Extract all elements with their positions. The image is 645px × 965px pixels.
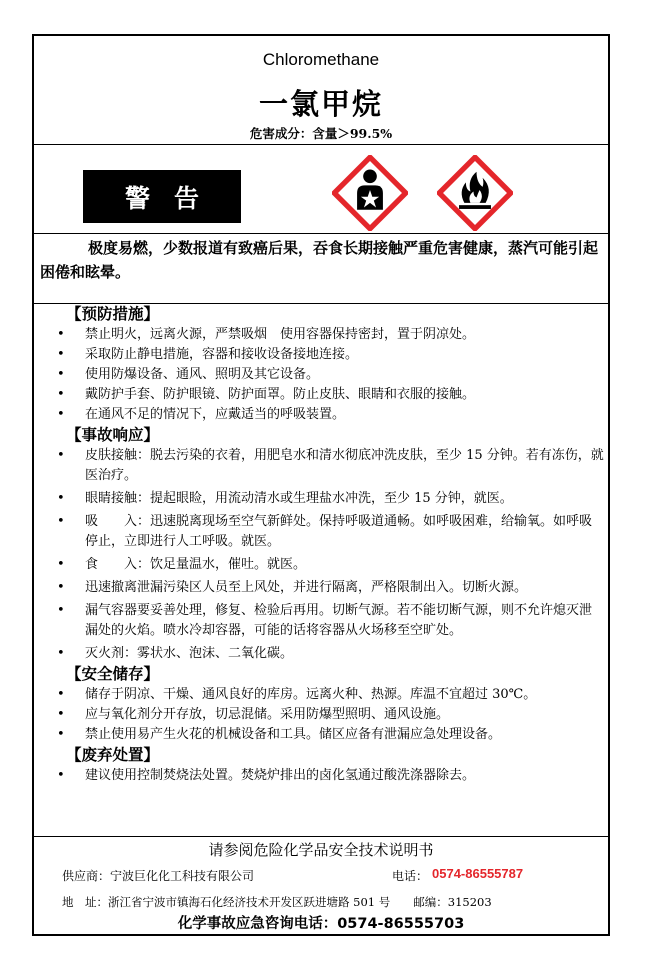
precaution-sections bbox=[38, 304, 604, 786]
chinese-name: 一氯甲烷 bbox=[258, 87, 383, 121]
emergency-hotline: 化学事故应急咨询电话：0574-86555703 bbox=[177, 916, 465, 932]
prevention-list bbox=[38, 325, 604, 425]
disposal-title: 【废弃处置】 bbox=[66, 746, 160, 764]
list-item: • 禁止明火，远离火源，严禁吸烟 使用容器保持密封，置于阴凉处。 bbox=[38, 325, 604, 345]
pictogram-divider bbox=[34, 233, 608, 234]
list-item: • 建议使用控制焚烧法处置。焚烧炉排出的卤化氢通过酸洗涤器除去。 bbox=[38, 766, 604, 786]
english-name: Chloromethane bbox=[262, 50, 380, 69]
list-item: • 储存于阴凉、干燥、通风良好的库房。远离火种、热源。库温不宜超过 30℃。 bbox=[38, 685, 604, 705]
storage-title: 【安全储存】 bbox=[66, 665, 160, 683]
signal-word: 警告 bbox=[124, 183, 223, 213]
address: 地 址：浙江省宁波市镇海石化经济技术开发区跃进塘路 501 号 邮编：315203 bbox=[62, 895, 492, 909]
label-frame bbox=[32, 34, 610, 936]
header-divider bbox=[34, 144, 608, 145]
list-item: • 吸 入：迅速脱离现场至空气新鲜处。保持呼吸道通畅。如呼吸困难，给输氧。如呼吸停止，立即进行人工呼吸。就医。 bbox=[38, 512, 604, 552]
health-hazard-icon bbox=[332, 155, 408, 231]
response-title: 【事故响应】 bbox=[66, 426, 160, 444]
supplier: 供应商：宁波巨化化工科技有限公司 bbox=[62, 869, 255, 883]
list-item: • 应与氧化剂分开存放，切忌混储。采用防爆型照明、通风设施。 bbox=[38, 705, 604, 725]
list-item: • 禁止使用易产生火花的机械设备和工具。储区应备有泄漏应急处理设备。 bbox=[38, 725, 604, 745]
list-item: • 在通风不足的情况下，应戴适当的呼吸装置。 bbox=[38, 405, 604, 425]
response-list bbox=[38, 446, 604, 664]
list-item: • 皮肤接触：脱去污染的衣着，用肥皂水和清水彻底冲洗皮肤，至少 15 分钟。若有冻伤，就医治疗。 bbox=[38, 446, 604, 486]
list-item: • 戴防护手套、防护眼镜、防护面罩。防止皮肤、眼睛和衣服的接触。 bbox=[38, 385, 604, 405]
phone-number: 0574-86555787 bbox=[432, 866, 524, 881]
list-item: • 迅速撤离泄漏污染区人员至上风处，并进行隔离，严格限制出入。切断火源。 bbox=[38, 578, 604, 598]
phone-label: 电话： bbox=[392, 869, 429, 883]
msds-note: 请参阅危险化学品安全技术说明书 bbox=[208, 841, 434, 859]
footer-divider bbox=[34, 836, 608, 837]
list-item: • 使用防爆设备、通风、照明及其它设备。 bbox=[38, 365, 604, 385]
list-item: • 灭火剂：雾状水、泡沫、二氧化碳。 bbox=[38, 644, 604, 664]
signal-word-box bbox=[83, 170, 241, 223]
hazard-component: 危害成分：含量＞99.5% bbox=[249, 126, 393, 141]
disposal-list bbox=[38, 766, 604, 786]
list-item: • 采取防止静电措施，容器和接收设备接地连接。 bbox=[38, 345, 604, 365]
list-item: • 食 入：饮足量温水，催吐。就医。 bbox=[38, 555, 604, 575]
list-item: • 漏气容器要妥善处理，修复、检验后再用。切断气源。若不能切断气源，则不允许熄灭泄漏处的火焰。喷水冷却容器，可能的话将容器从火场移至空旷处。 bbox=[38, 601, 604, 641]
list-item: • 眼睛接触：提起眼睑，用流动清水或生理盐水冲洗，至少 15 分钟，就医。 bbox=[38, 489, 604, 509]
hazard-statement: 极度易燃，少数报道有致癌后果，吞食长期接触严重危害健康，蒸汽可能引起困倦和眩晕。 bbox=[40, 239, 599, 281]
prevention-title: 【预防措施】 bbox=[66, 305, 160, 323]
flammable-flame-icon bbox=[437, 155, 513, 231]
storage-list bbox=[38, 685, 604, 745]
